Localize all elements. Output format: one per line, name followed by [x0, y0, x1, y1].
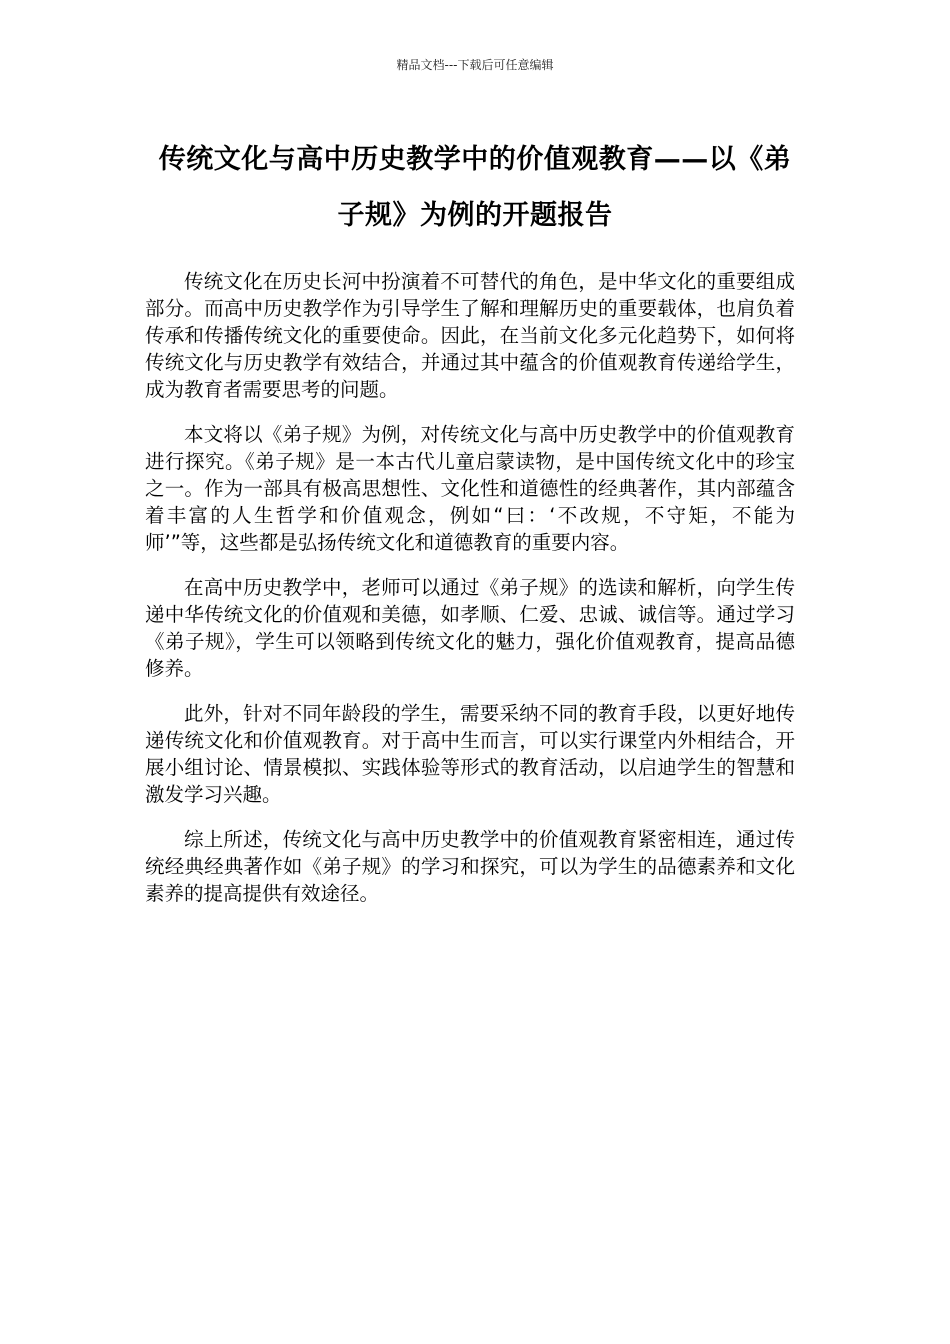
- paragraph-teaching: 在高中历史教学中，老师可以通过《弟子规》的选读和解析，向学生传递中华传统文化的价值观和美德，如孝顺、仁爱、忠诚、诚信等。通过学习《弟子规》，学生可以领略到传统文化的魅力，强化价值观教育，提高品德修养。: [145, 576, 795, 680]
- title-line-2: 子规》为例的开题报告: [337, 200, 613, 231]
- paragraph-dizigui: 本文将以《弟子规》为例，对传统文化与高中历史教学中的价值观教育进行探究。《弟子规》是一本古代儿童启蒙读物，是中国传统文化中的珍宝之一。作为一部具有极高思想性、文化性和道德性的经典著作，其内部蕴含着丰富的人生哲学和价值观念，例如“曰：‘不改规，不守矩，不能为师’”等，这些都是弘扬传统文化和道德教育的重要内容。: [145, 423, 795, 554]
- document-title: [135, 132, 815, 244]
- header-note: 精品文档---下载后可任意编辑: [396, 58, 554, 72]
- paragraph-methods: 此外，针对不同年龄段的学生，需要采纳不同的教育手段，以更好地传递传统文化和价值观教育。对于高中生而言，可以实行课堂内外相结合，开展小组讨论、情景模拟、实践体验等形式的教育活动，以启迪学生的智慧和激发学习兴趣。: [145, 702, 795, 806]
- paragraph-conclusion: 综上所述，传统文化与高中历史教学中的价值观教育紧密相连，通过传统经典经典著作如《弟子规》的学习和探究，可以为学生的品德素养和文化素养的提高提供有效途径。: [145, 828, 795, 905]
- document-body: [145, 268, 795, 925]
- title-line-1: 传统文化与高中历史教学中的价值观教育——以《弟: [158, 144, 792, 175]
- paragraph-intro: 传统文化在历史长河中扮演着不可替代的角色，是中华文化的重要组成部分。而高中历史教学作为引导学生了解和理解历史的重要载体，也肩负着传承和传播传统文化的重要使命。因此，在当前文化多元化趋势下，如何将传统文化与历史教学有效结合，并通过其中蕴含的价值观教育传递给学生，成为教育者需要思考的问题。: [145, 270, 795, 401]
